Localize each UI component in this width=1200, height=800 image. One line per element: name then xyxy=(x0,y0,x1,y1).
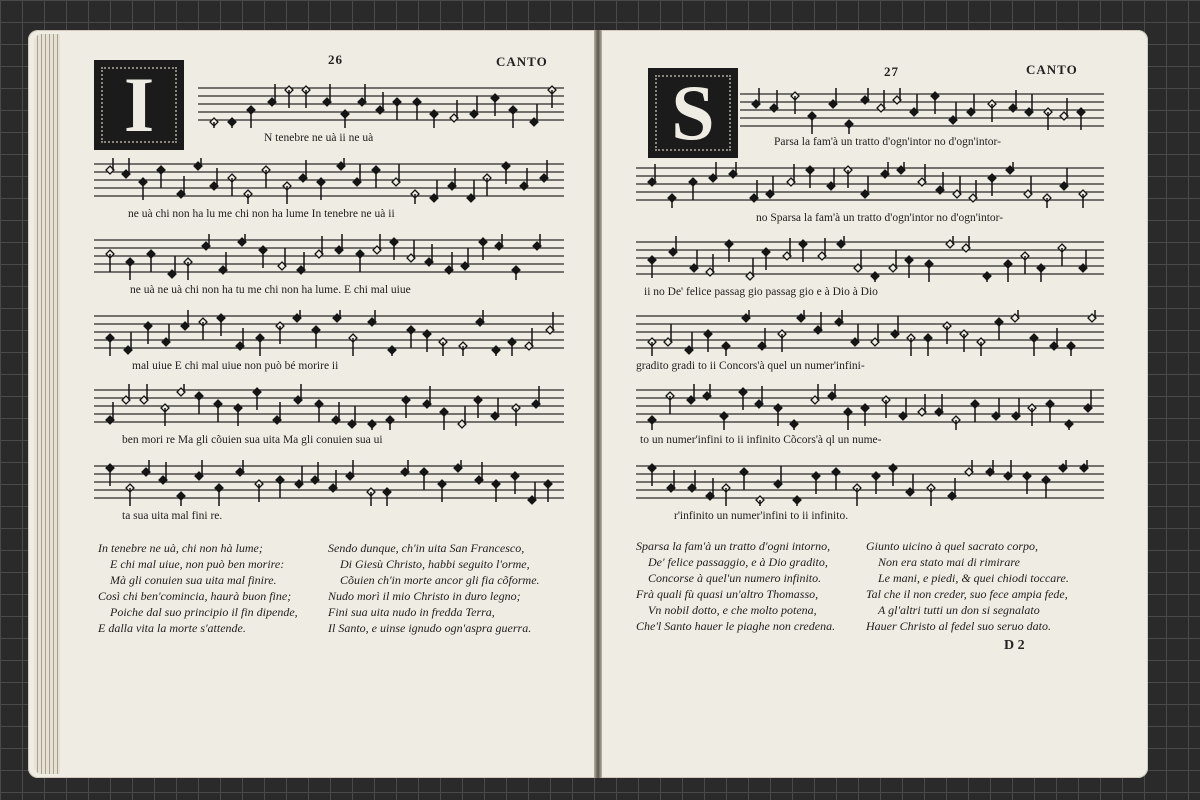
verse-right-3 xyxy=(636,586,835,634)
lyric-line-right-3: ii no De' felice passag gio passag gio e à Dio à Dio xyxy=(644,286,878,298)
music-staff xyxy=(94,158,564,204)
decorated-initial-right xyxy=(648,68,738,158)
verse-right-1 xyxy=(636,538,830,586)
lyric-line-right-1: Parsa la fam'à un tratto d'ogn'intor no d'ogn'intor- xyxy=(774,136,1001,148)
verse-left-3 xyxy=(98,588,298,636)
lyric-line-left-4: mal uiue E chi mal uiue non può bé morire ii xyxy=(132,360,339,372)
music-staff xyxy=(94,384,564,430)
verse-line: Hauer Christo al fedel suo seruo dato. xyxy=(866,619,1051,633)
verse-left-4 xyxy=(328,588,531,636)
verse-right-2 xyxy=(866,538,1069,586)
music-staff xyxy=(636,310,1104,356)
signature-mark: D 2 xyxy=(1004,638,1025,653)
lyric-line-left-2: ne uà chi non ha lu me chi non ha lume In tenebre ne uà ii xyxy=(128,208,395,220)
left-running-header: CANTO xyxy=(496,54,548,69)
lyric-line-right-6: r'infinito un numer'infini to ii infinito. xyxy=(674,510,849,522)
music-staff xyxy=(94,310,564,356)
verse-line: Concorse à quel'un numero infinito. xyxy=(648,571,822,585)
music-staff xyxy=(636,384,1104,430)
decorated-initial-left xyxy=(94,60,184,150)
verse-line: Giunto uicino à quel sacrato corpo, xyxy=(866,539,1038,553)
verse-line: Tal che il non creder, suo fece ampia fede, xyxy=(866,587,1068,601)
verse-line: Fini sua uita nudo in fredda Terra, xyxy=(328,605,495,619)
lyric-line-right-2: no Sparsa la fam'à un tratto d'ogn'intor no d'ogn'intor- xyxy=(756,212,1004,224)
verse-line: Sendo dunque, ch'in uita San Francesco, xyxy=(328,541,525,555)
verse-line: Mà gli conuien sua uita mal finire. xyxy=(110,573,277,587)
music-staff xyxy=(740,88,1104,134)
lyric-line-left-1: N tenebre ne uà ii ne uà xyxy=(264,132,374,144)
music-staff xyxy=(636,460,1104,506)
open-book xyxy=(28,30,1148,780)
verse-line: Di Giesù Christo, habbi seguito l'orme, xyxy=(340,557,530,571)
left-page-number: 26 xyxy=(328,52,343,67)
music-staff xyxy=(636,236,1104,282)
verse-line: De' felice passaggio, e à Dio gradito, xyxy=(648,555,828,569)
verse-line: Sparsa la fam'à un tratto d'ogni intorno, xyxy=(636,539,831,553)
lyric-line-left-3: ne uà ne uà chi non ha tu me chi non ha lume. E chi mal uiue xyxy=(130,284,411,296)
lyric-line-right-4: gradito gradi to ii Concors'à quel un numer'infini- xyxy=(636,360,865,372)
verse-line: Così chi ben'comincia, haurà buon fine; xyxy=(98,589,292,603)
verse-right-4 xyxy=(866,586,1068,634)
lyric-line-left-5: ben mori re Ma gli cõuien sua uita Ma gli conuien sua ui xyxy=(122,434,383,446)
verse-line: E dalla vita la morte s'attende. xyxy=(98,621,246,635)
right-page-number: 27 xyxy=(884,64,899,79)
lyric-line-right-5: to un numer'infini to ii infinito Cõcors'à ql un nume- xyxy=(640,434,882,446)
music-staff xyxy=(636,162,1104,208)
verse-line: Cõuien ch'in morte ancor gli fia cõforme. xyxy=(340,573,540,587)
verse-line: Non era stato mai di rimirare xyxy=(878,555,1020,569)
verse-line: In tenebre ne uà, chi non hà lume; xyxy=(98,541,263,555)
verse-line: E chi mal uiue, non può ben morire: xyxy=(110,557,285,571)
initial-letter-right: S xyxy=(671,69,715,156)
verse-line: Frà quali fù quasi un'altro Thomasso, xyxy=(636,587,819,601)
verse-line: Vn nobil dotto, e che molto potena, xyxy=(648,603,817,617)
verse-left-1 xyxy=(98,540,284,588)
verse-line: Il Santo, e uinse ignudo ogn'aspra guerra. xyxy=(328,621,532,635)
verse-line: Poiche dal suo principio il fin dipende, xyxy=(110,605,298,619)
verse-line: A gl'altri tutti un don si segnalato xyxy=(878,603,1040,617)
book-gutter xyxy=(594,30,602,778)
verse-line: Che'l Santo hauer le piaghe non credena. xyxy=(636,619,836,633)
lyric-line-left-6: ta sua uita mal fini re. xyxy=(122,510,223,522)
page-edges xyxy=(34,34,60,774)
right-running-header: CANTO xyxy=(1026,62,1078,77)
verse-line: Nudo morì il mio Christo in duro legno; xyxy=(328,589,521,603)
verse-line: Le mani, e piedi, & quei chiodi toccare. xyxy=(878,571,1069,585)
music-staff xyxy=(94,234,564,280)
initial-letter-left: I xyxy=(123,61,155,148)
music-staff xyxy=(94,460,564,506)
verse-left-2 xyxy=(328,540,540,588)
music-staff xyxy=(198,82,564,128)
